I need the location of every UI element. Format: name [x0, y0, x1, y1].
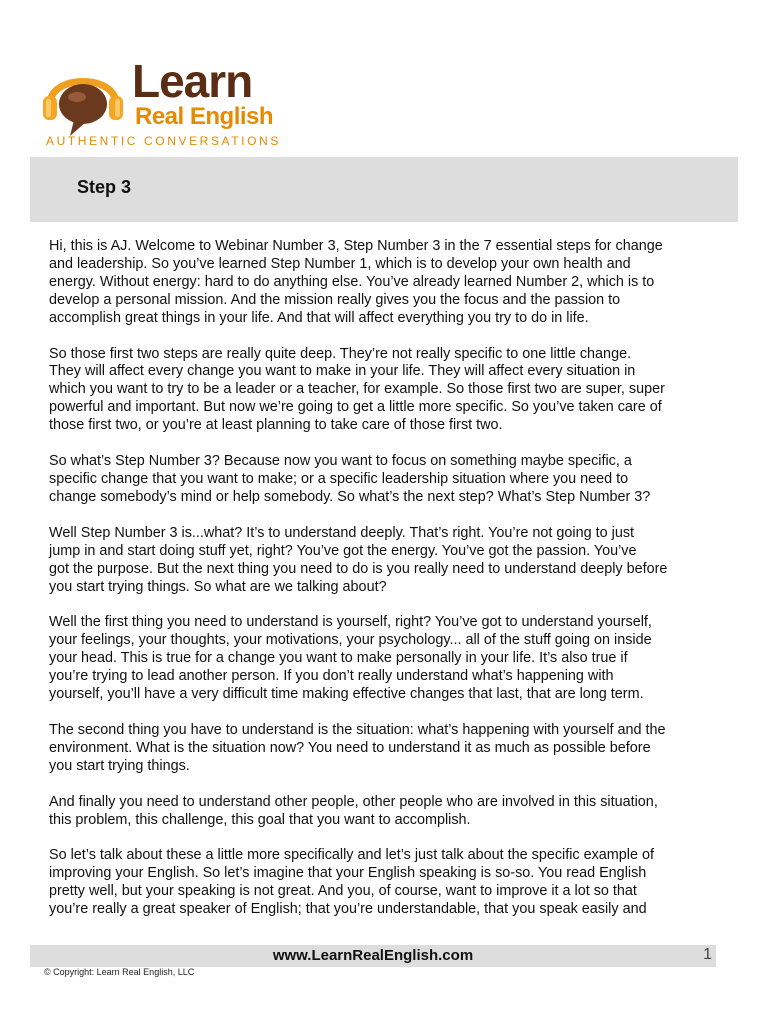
section-title: Step 3 [77, 177, 132, 197]
logo [40, 56, 300, 152]
logo-title: Learn [132, 55, 253, 107]
page-footer [30, 945, 716, 967]
paragraph: So what’s Step Number 3? Because now you want to focus on something maybe specific, a specific change that you want to make; or a specific leadership situation where you need to change somebody’s mind or help somebody. So what’s the next step? What’s Step Number 3? [49, 453, 651, 505]
document-body [49, 238, 717, 937]
copyright-notice: © Copyright: Learn Real English, LLC [44, 967, 195, 977]
website-url[interactable]: www.LearnRealEnglish.com [272, 947, 474, 964]
logo-tagline: AUTHENTIC CONVERSATIONS [46, 134, 281, 148]
paragraph: Hi, this is AJ. Welcome to Webinar Number 3, Step Number 3 in the 7 essential steps for change and leadership. So you’ve learned Step Number 1, which is to develop your own health and energy. Without energy: hard to do anything else. You’ve already learned Number 2, which is to develop a personal mission. And the mission really gives you the focus and the passion to accomplish great things in your life. And that will affect everything you try to do in life. [49, 238, 663, 326]
logo-subtitle: Real English [135, 103, 274, 130]
headphones-speech-bubble-icon [40, 58, 126, 142]
paragraph: So those first two steps are really quite deep. They’re not really specific to one little change. They will affect every change you want to make in your life. They will affect every situation in which you want to try to be a leader or a teacher, for example. So those first two are super, super powerful and important. But now we’re going to get a little more specific. So you’ve taken care of those first two, or you’re at least planning to take care of those first two. [49, 345, 665, 434]
paragraph: Well the first thing you need to understand is yourself, right? You’ve got to understand yourself, your feelings, your thoughts, your motivations, your psychology... all of the stuff going on inside your head. This is true for a change you want to make personally in your life. It’s also true if you’re trying to lead another person. If you don’t really understand what’s happening with yourself, you’ll have a very difficult time making effective changes that last, that are long term. [49, 614, 652, 703]
paragraph: The second thing you have to understand is the situation: what’s happening with yourself and the environment. What is the situation now? You need to understand it as much as possible before you start trying things. [49, 721, 666, 774]
paragraph: And finally you need to understand other people, other people who are involved in this situation, this problem, this challenge, this goal that you want to accomplish. [49, 793, 658, 828]
page-number: 1 [703, 946, 712, 963]
section-header [30, 157, 738, 222]
paragraph: Well Step Number 3 is...what? It’s to understand deeply. That’s right. You’re not going to just jump in and start doing stuff yet, right? You’ve got the energy. You’ve got the passion. You’ve got the purpose. But the next thing you need to do is you really need to understand deeply before you start trying things. So what are we talking about? [49, 524, 668, 595]
paragraph: So let’s talk about these a little more specifically and let’s just talk about the specific example of improving your English. So let’s imagine that your English speaking is so-so. You read English pretty well, but your speaking is not great. And you, of course, want to improve it a lot so that you’re really a great speaker of English; that you’re understandable, that you speak easily and [49, 847, 654, 918]
